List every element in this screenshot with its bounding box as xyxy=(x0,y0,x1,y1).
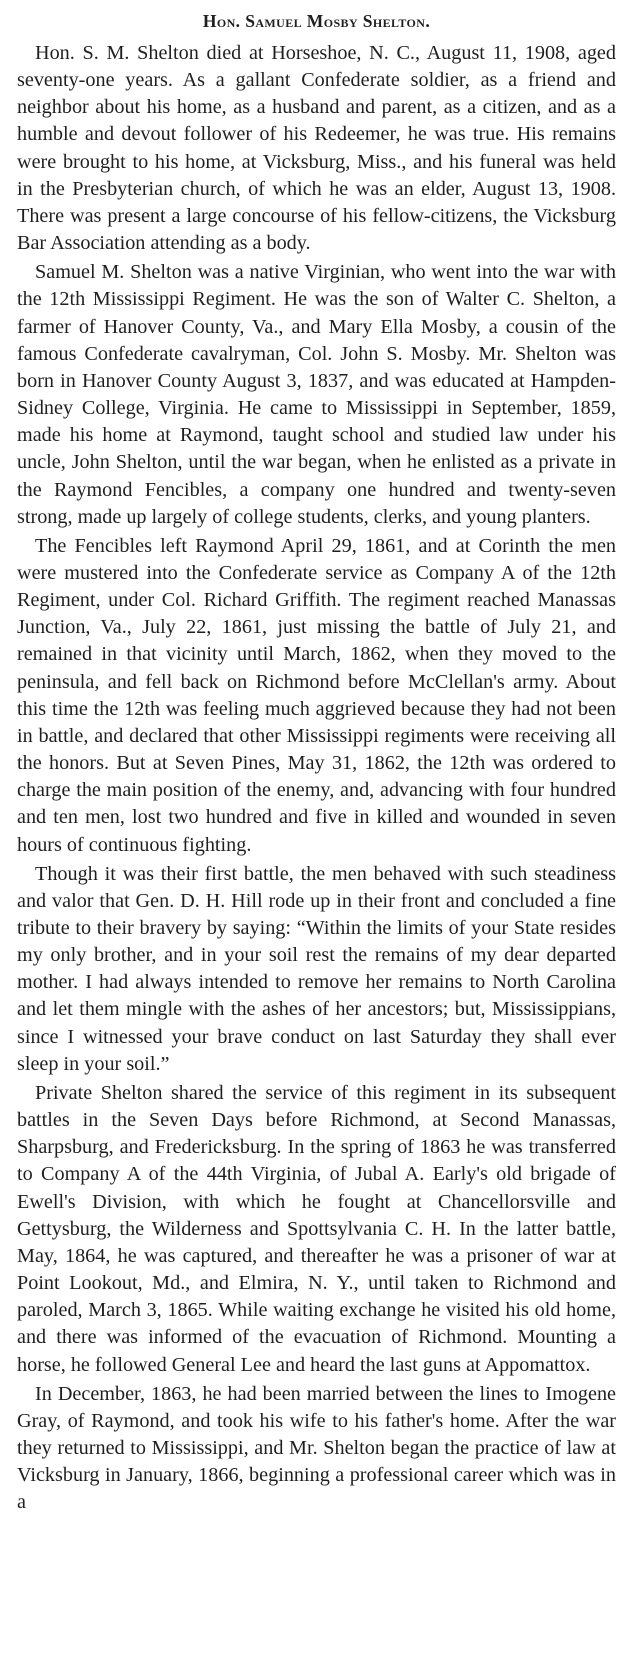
document-page xyxy=(17,0,616,1678)
paragraph-3: The Fencibles left Raymond April 29, 1861, and at Corinth the men were mustered into the Confederate service as Company A of the 12th Regiment, under Col. Richard Griffith. The regiment reached Manassas Junction, Va., July 22, 1861, just missing the battle of July 21, and remained in that vicinity until March, 1862, when they moved to the peninsula, and fell back on Richmond before McClellan's army. About this time the 12th was feeling much aggrieved because they had not been in battle, and declared that other Mississippi regiments were receiving all the honors. But at Seven Pines, May 31, 1862, the 12th was ordered to charge the main position of the enemy, and, advancing with four hundred and ten men, lost two hundred and five in killed and wounded in seven hours of continuous fighting. xyxy=(17,534,616,856)
article-title: Hon. Samuel Mosby Shelton. xyxy=(202,11,431,31)
paragraph-4: Though it was their first battle, the men behaved with such steadiness and valor that Gen. D. H. Hill rode up in their front and concluded a fine tribute to their bravery by saying: “Within the limits of your State resides my only brother, and in your soil rest the remains of my dear departed mother. I had always intended to remove her remains to North Carolina and let them mingle with the ashes of her ancestors; but, Mississippians, since I witnessed your brave conduct on last Saturday they shall ever sleep in your soil.” xyxy=(17,862,616,1075)
paragraph-1: Hon. S. M. Shelton died at Horseshoe, N. C., August 11, 1908, aged seventy-one years. As a gallant Confederate soldier, as a friend and neighbor about his home, as a husband and parent, as a citizen, and as a humble and devout follower of his Redeemer, he was true. His remains were brought to his home, at Vicksburg, Miss., and his funeral was held in the Presbyterian church, of which he was an elder, August 13, 1908. There was present a large concourse of his fellow-citizens, the Vicksburg Bar Association attending as a body. xyxy=(17,42,616,255)
paragraph-2: Samuel M. Shelton was a native Virginian, who went into the war with the 12th Mississippi Regiment. He was the son of Walter C. Shelton, a farmer of Hanover County, Va., and Mary Ella Mosby, a cousin of the famous Confederate cavalryman, Col. John S. Mosby. Mr. Shelton was born in Hanover County August 3, 1837, and was educated at Hampden-Sidney College, Virginia. He came to Mississippi in September, 1859, made his home at Raymond, taught school and studied law under his uncle, John Shelton, until the war began, when he enlisted as a private in the Raymond Fencibles, a company one hundred and twenty-seven strong, made up largely of college students, clerks, and young planters. xyxy=(17,261,616,528)
paragraph-6: In December, 1863, he had been married between the lines to Imogene Gray, of Raymond, and took his wife to his father's home. After the war they returned to Mississippi, and Mr. Shelton began the practice of law at Vicksburg in January, 1866, beginning a professional career which was in a xyxy=(17,1382,616,1514)
paragraph-5: Private Shelton shared the service of this regiment in its subsequent battles in the Seven Days before Richmond, at Second Manassas, Sharpsburg, and Fredericksburg. In the spring of 1863 he was transferred to Company A of the 44th Virginia, of Jubal A. Early's old brigade of Ewell's Division, with which he fought at Chancellorsville and Gettysburg, the Wilderness and Spottsylvania C. H. In the latter battle, May, 1864, he was captured, and thereafter he was a prisoner of war at Point Lookout, Md., and Elmira, N. Y., until taken to Richmond and paroled, March 3, 1865. While waiting exchange he visited his old home, and there was informed of the evacuation of Richmond. Mounting a horse, he followed General Lee and heard the last guns at Appomattox. xyxy=(17,1081,616,1376)
